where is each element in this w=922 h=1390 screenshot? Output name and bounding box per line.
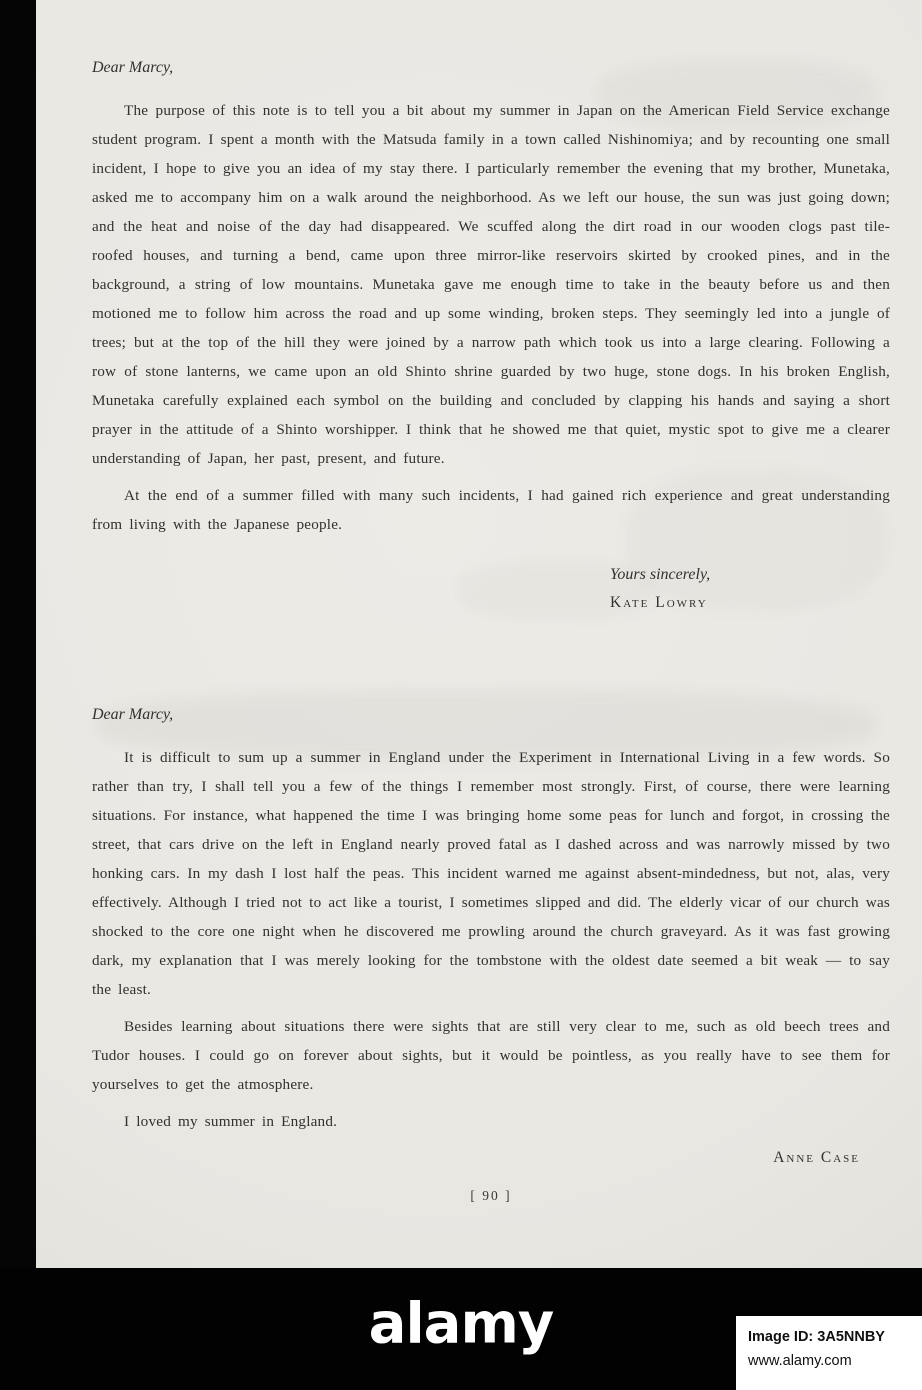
image-id-text: Image ID: 3A5NNBY <box>748 1329 885 1345</box>
page-content <box>36 0 922 1204</box>
alamy-logo: alamy <box>368 1291 554 1357</box>
image-credit-box <box>736 1316 922 1390</box>
letter-closing: Yours sincerely, <box>610 566 711 583</box>
letter-signature: Kate Lowry <box>610 594 708 611</box>
letter-paragraph: Besides learning about situations there were sights that are still very clear to me, such as old beech trees and Tudor houses. I could go on forever about sights, but it would be pointless, as you really have to see them for yourselves to get the atmosphere. <box>92 1018 890 1093</box>
scanned-page <box>36 0 922 1268</box>
watermark-bar <box>0 1268 922 1390</box>
page-number: [ 90 ] <box>470 1188 512 1203</box>
letter-salutation: Dear Marcy, <box>92 59 174 76</box>
letter-salutation: Dear Marcy, <box>92 706 174 723</box>
signature-block <box>610 561 890 617</box>
letter-paragraph: At the end of a summer filled with many such incidents, I had gained rich experience and great understanding from living with the Japanese people. <box>92 487 890 533</box>
letter-signature: Anne Case <box>773 1149 860 1166</box>
letter-paragraph: It is difficult to sum up a summer in England under the Experiment in International Living in a few words. So rather than try, I shall tell you a few of the things I remember most strongly. First, of course, there were learning situations. For instance, what happened the time I was bringing home some peas for lunch and forgot, in crossing the street, that cars drive on the left in England nearly proved fatal as I dashed across and was narrowly missed by two honking cars. In my dash I lost half the peas. This incident warned me against absent-mindedness, but not, alas, very effectively. Although I tried not to act like a tourist, I sometimes slipped and did. The elderly vicar of our church was shocked to the core one night when he discovered me prowling around the church graveyard. As it was fast growing dark, my explanation that I was merely looking for the tombstone with the oldest date seemed a bit weak — to say the least. <box>92 749 890 998</box>
letter-paragraph: I loved my summer in England. <box>124 1113 338 1130</box>
film-edge-left <box>0 0 36 1390</box>
letter-paragraph: The purpose of this note is to tell you a bit about my summer in Japan on the American Field Service exchange student program. I spent a month with the Matsuda family in a town called Nishinomiya; and by recounting one small incident, I hope to give you an idea of my stay there. I particularly remember the evening that my brother, Munetaka, asked me to accompany him on a walk around the neighborhood. As we left our house, the sun was just going down; and the heat and noise of the day had disappeared. We scuffed along the dirt road in our wooden clogs past tile-roofed houses, and turning a bend, came upon three mirror-like reservoirs skirted by crooked pines, and in the background, a string of low mountains. Munetaka gave me enough time to take in the beauty before us and then motioned me to follow him across the road and up some winding, broken steps. They seemingly led into a jungle of trees; but at the top of the hill they were joined by a narrow path which took us into a large clearing. Following a row of stone lanterns, we came upon an old Shinto shrine guarded by two huge, stone dogs. In his broken English, Munetaka carefully explained each symbol on the building and concluded by clapping his hands and saying a short prayer in the attitude of a Shinto worshipper. I think that he showed me that quiet, mystic spot to give me a clearer understanding of Japan, her past, present, and future. <box>92 102 890 467</box>
letter-japan <box>92 56 890 617</box>
alamy-url-text: www.alamy.com <box>748 1353 852 1369</box>
letter-england <box>92 703 890 1172</box>
